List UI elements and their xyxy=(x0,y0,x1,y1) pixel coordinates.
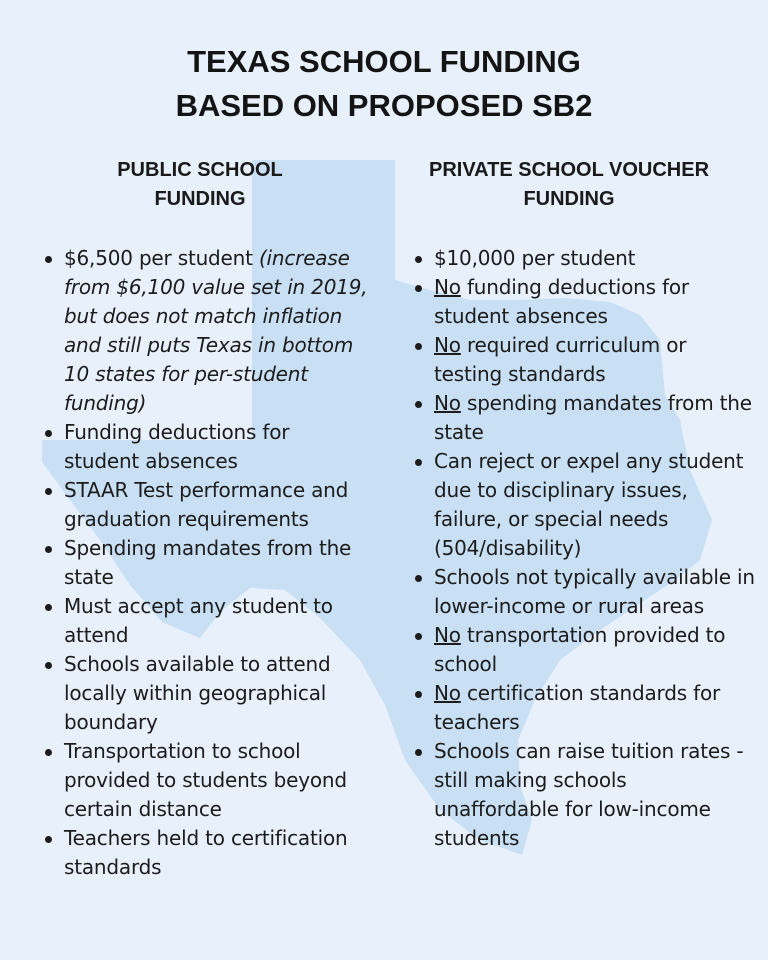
list-item xyxy=(40,418,370,476)
public-heading-line-2: FUNDING xyxy=(154,188,246,210)
private-voucher-list xyxy=(410,244,755,853)
item-text: $10,000 per student xyxy=(434,246,636,270)
title-line-2: BASED ON PROPOSED SB2 xyxy=(175,88,593,123)
public-column-heading xyxy=(50,156,350,214)
private-heading-line-2: FUNDING xyxy=(523,188,615,210)
list-item xyxy=(40,824,370,882)
list-item xyxy=(410,331,755,389)
list-item xyxy=(410,563,755,621)
private-column-heading xyxy=(418,156,720,214)
item-text: Teachers held to certification standards xyxy=(64,826,348,879)
item-no-emphasis: No xyxy=(434,623,461,647)
list-item xyxy=(410,679,755,737)
public-funding-list xyxy=(40,244,370,882)
item-text: Schools not typically available in lower-income or rural areas xyxy=(434,565,755,618)
item-no-emphasis: No xyxy=(434,391,461,415)
item-text: $6,500 per student xyxy=(64,246,259,270)
item-text: transportation provided to school xyxy=(434,623,726,676)
item-text: STAAR Test performance and graduation requirements xyxy=(64,478,349,531)
item-text: Schools available to attend locally within geographical boundary xyxy=(64,652,331,734)
public-heading-line-1: PUBLIC SCHOOL xyxy=(117,159,283,181)
list-item xyxy=(410,737,755,853)
list-item xyxy=(40,592,370,650)
list-item xyxy=(40,737,370,824)
item-text: spending mandates from the state xyxy=(434,391,752,444)
list-item xyxy=(410,273,755,331)
item-text: Can reject or expel any student due to disciplinary issues, failure, or special needs (504/disability) xyxy=(434,449,744,560)
item-text: Must accept any student to attend xyxy=(64,594,333,647)
list-item xyxy=(410,447,755,563)
item-text: Transportation to school provided to students beyond certain distance xyxy=(64,739,347,821)
list-item xyxy=(40,534,370,592)
list-item xyxy=(410,389,755,447)
item-no-emphasis: No xyxy=(434,333,461,357)
item-text: Schools can raise tuition rates - still making schools unaffordable for low-income students xyxy=(434,739,744,850)
list-item xyxy=(410,244,755,273)
item-italic-note: (increase from $6,100 value set in 2019, but does not match inflation and still puts Texas in bottom 10 states for per-student funding) xyxy=(64,246,368,415)
item-text: certification standards for teachers xyxy=(434,681,720,734)
item-text: Funding deductions for student absences xyxy=(64,420,290,473)
list-item xyxy=(410,621,755,679)
list-item xyxy=(40,476,370,534)
item-text: required curriculum or testing standards xyxy=(434,333,687,386)
item-text: funding deductions for student absences xyxy=(434,275,689,328)
item-text: Spending mandates from the state xyxy=(64,536,352,589)
item-no-emphasis: No xyxy=(434,681,461,705)
list-item xyxy=(40,244,370,418)
title-line-1: TEXAS SCHOOL FUNDING xyxy=(187,44,581,79)
private-heading-line-1: PRIVATE SCHOOL VOUCHER xyxy=(428,159,710,181)
item-no-emphasis: No xyxy=(434,275,461,299)
list-item xyxy=(40,650,370,737)
page-title xyxy=(0,40,768,128)
